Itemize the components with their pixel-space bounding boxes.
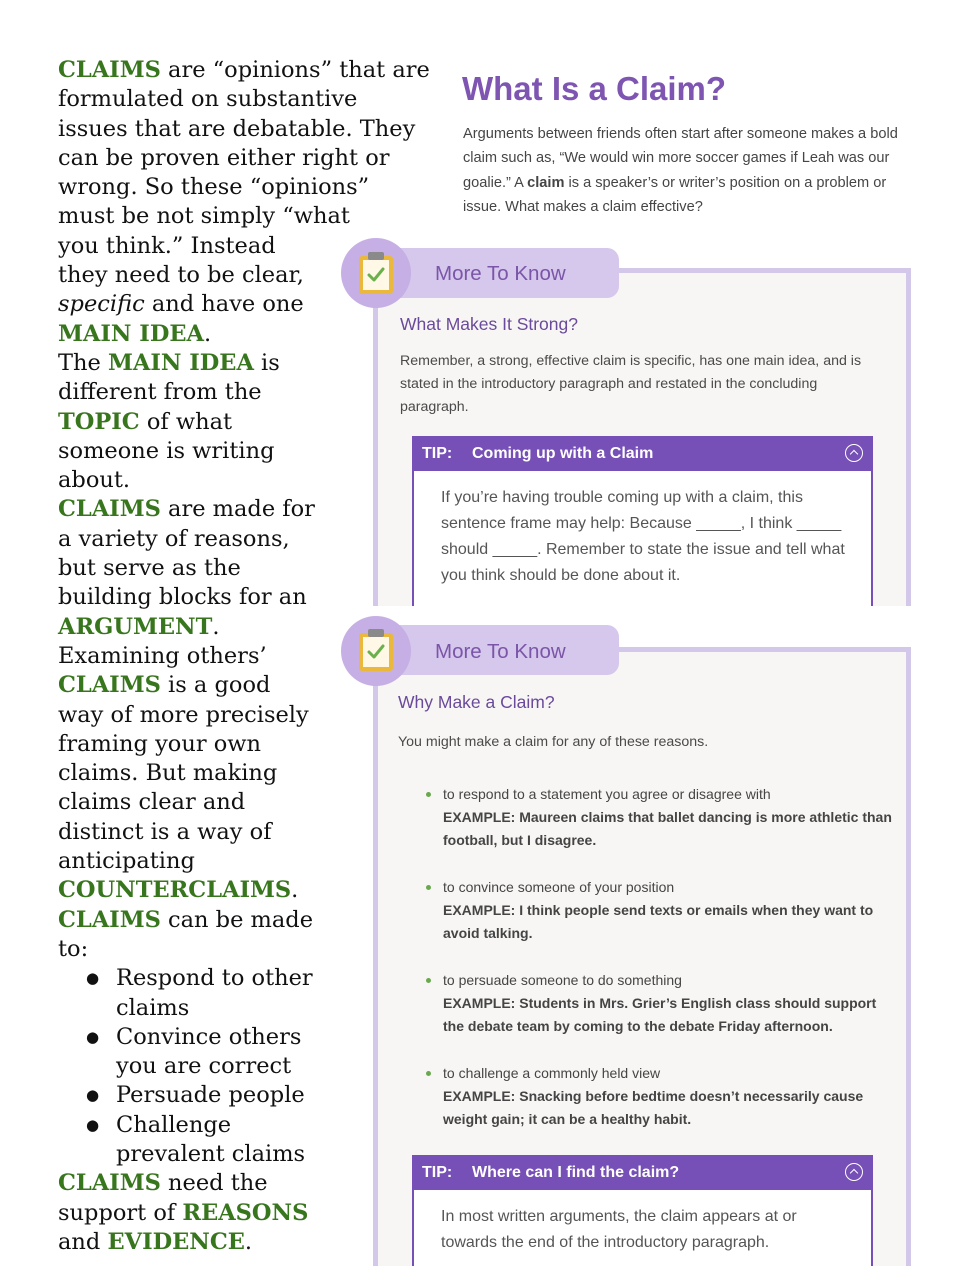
tip-header[interactable]	[414, 436, 871, 471]
tip-text: In most written arguments, the claim appears at or towards the end of the introductory paragraph.	[441, 1208, 797, 1251]
claims-purpose-paragraph: CLAIMS are made for a variety of reasons, but serve as the building blocks for an ARGUMENT.	[58, 496, 315, 640]
list-item	[425, 1062, 895, 1132]
box-heading: Why Make a Claim?	[398, 692, 555, 712]
example-text: Students in Mrs. Grier’s English class should support the debate team by coming to the debate Friday afternoon.	[443, 995, 877, 1035]
keyword: TOPIC	[58, 408, 140, 435]
keyword: CLAIMS	[58, 1170, 161, 1197]
claims-definition-cont: you think.” Instead they need to be clear, specific and have one MAIN IDEA.	[58, 232, 304, 347]
example-label: EXAMPLE:	[443, 809, 516, 826]
keyword: CLAIMS	[58, 906, 161, 933]
example-text: Snacking before bedtime doesn’t necessarily cause weight gain; it can be a healthy habit.	[443, 1087, 864, 1128]
tip-title: Where can I find the claim?	[472, 1164, 680, 1181]
keyword: CLAIMS	[58, 672, 161, 699]
more-to-know-label: More To Know	[435, 262, 566, 285]
keyword: ARGUMENT	[58, 613, 213, 640]
keyword: MAIN IDEA	[107, 349, 254, 376]
main-idea-paragraph: The MAIN IDEA is different from the TOPIC of what someone is writing about.	[58, 349, 280, 494]
list-item: ● Convince others you are correct	[58, 1023, 328, 1082]
claims-definition: CLAIMS are “opinions” that are formulated on substantive issues that are debatable. They can be proven either right or wrong. So these “opinions” must be not simply “what	[58, 57, 430, 230]
tip-header[interactable]	[414, 1155, 871, 1190]
chevron-up-circle-icon[interactable]	[845, 444, 863, 462]
keyword: CLAIMS	[58, 57, 161, 83]
tip-text: If you’re having trouble coming up with a claim, this sentence frame may help: Because _____, I think _____ should _____. Remember to state the issue and tell what you think should be done about it.	[441, 489, 845, 584]
box-text: You might make a claim for any of these reasons.	[398, 734, 709, 750]
reason-text: to convince someone of your position	[443, 878, 675, 895]
intro-paragraph: Arguments between friends often start after someone makes a bold claim such as, “We would win more soccer games if Leah was our goalie.” A claim is a speaker’s or writer’s position on a problem or issue. What makes a claim effective?	[463, 126, 898, 215]
tip-label: TIP:	[422, 445, 453, 462]
keyword: CLAIMS	[58, 496, 161, 523]
list-item: ● Persuade people	[58, 1081, 328, 1110]
tip-label: TIP:	[422, 1164, 453, 1181]
clipboard-check-icon	[356, 250, 396, 296]
box-heading: What Makes It Strong?	[400, 314, 578, 334]
chevron-up-circle-icon[interactable]	[845, 1163, 863, 1181]
list-item	[425, 876, 895, 946]
list-item: ● Challenge prevalent claims	[58, 1111, 328, 1170]
clipboard-check-icon	[356, 627, 396, 673]
list-item	[425, 783, 895, 853]
reason-text: to persuade someone to do something	[443, 971, 682, 988]
list-item: ● Respond to other claims	[58, 964, 328, 1023]
reasons-list	[425, 783, 895, 1155]
example-label: EXAMPLE:	[443, 1087, 516, 1104]
tip-title: Coming up with a Claim	[472, 445, 654, 462]
keyword: EVIDENCE	[107, 1228, 245, 1255]
keyword: REASONS	[182, 1199, 309, 1226]
example-text: Maureen claims that ballet dancing is more athletic than football, but I disagree.	[443, 809, 892, 849]
box-text: Remember, a strong, effective claim is specific, has one main idea, and is stated in the introductory paragraph and restated in the concluding paragraph.	[400, 353, 862, 416]
tip-box-find-claim	[412, 1155, 873, 1266]
reason-text: to respond to a statement you agree or disagree with	[443, 786, 771, 802]
emphasis: specific	[58, 291, 145, 318]
claims-can-be-made: CLAIMS can be made to:	[58, 906, 314, 962]
more-to-know-label: More To Know	[435, 640, 566, 663]
claims-support-paragraph: CLAIMS need the support of REASONS and EVIDENCE.	[58, 1170, 309, 1255]
examining-claims-paragraph: Examining others’ CLAIMS is a good way of more precisely framing your own claims. But making claims clear and distinct is a way of anticipating COUNTERCLAIMS.	[58, 642, 309, 904]
tip-box-claim	[412, 436, 873, 606]
page-title: What Is a Claim?	[462, 70, 727, 107]
list-item	[425, 969, 895, 1039]
claim-term: claim	[527, 174, 565, 191]
reason-text: to challenge a commonly held view	[443, 1064, 661, 1081]
keyword: COUNTERCLAIMS	[58, 877, 292, 904]
example-label: EXAMPLE:	[443, 995, 516, 1012]
keyword: MAIN IDEA	[58, 320, 204, 347]
example-label: EXAMPLE:	[443, 902, 516, 919]
example-text: I think people send texts or emails when they want to avoid talking.	[443, 902, 874, 942]
